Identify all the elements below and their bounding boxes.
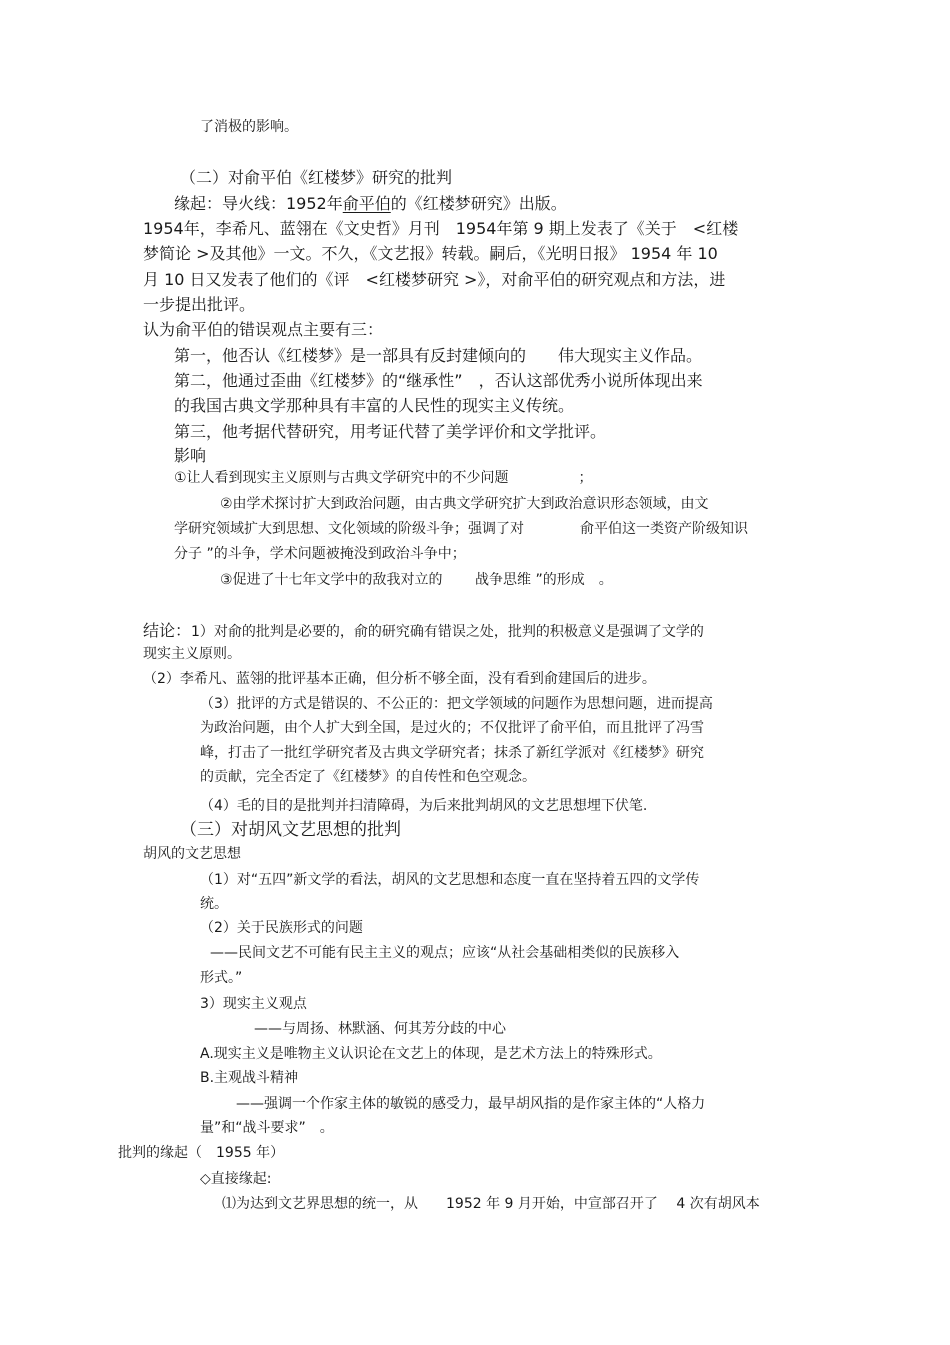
text-line: 第三，他考据代替研究，用考证代替了美学评价和文学批评。 bbox=[174, 422, 607, 441]
text-line: 统。 bbox=[200, 896, 228, 912]
text-line: （2）李希凡、蓝翎的批评基本正确，但分析不够全面，没有看到俞建国后的进步。 bbox=[143, 671, 656, 687]
text-line: ◇直接缘起: bbox=[200, 1171, 272, 1187]
text-line: ③促进了十七年文学中的敌我对立的 战争思维 ”的形成 。 bbox=[220, 572, 613, 588]
text-line: 1954年，李希凡、蓝翎在《文史哲》月刊 1954年第 9 期上发表了《关于 <红楼 bbox=[143, 219, 739, 238]
text-line: 的我国古典文学那种具有丰富的人民性的现实主义传统。 bbox=[174, 396, 575, 415]
text-line: B.主观战斗精神 bbox=[200, 1070, 299, 1086]
section-heading: （三）对胡风文艺思想的批判 bbox=[180, 820, 401, 840]
text-line: （4）毛的目的是批判并扫清障碍，为后来批判胡风的文艺思想埋下伏笔. bbox=[200, 798, 648, 814]
text-line: （3）批评的方式是错误的、不公正的：把文学领域的问题作为思想问题，进而提高 bbox=[200, 696, 713, 712]
text-line: ——与周扬、林默涵、何其芳分歧的中心 bbox=[254, 1021, 506, 1037]
text-line: 3）现实主义观点 bbox=[200, 996, 307, 1012]
section-heading: （二）对俞平伯《红楼梦》研究的批判 bbox=[180, 168, 453, 187]
text-line: 第一，他否认《红楼梦》是一部具有反封建倾向的 伟大现实主义作品。 bbox=[174, 346, 703, 365]
conclusion-label: 结论： bbox=[143, 621, 192, 640]
text-line: ——民间文艺不可能有民主主义的观点；应该“从社会基础相类似的民族移入 bbox=[210, 945, 680, 961]
text-line: 的贡献，完全否定了《红楼梦》的自传性和色空观念。 bbox=[200, 769, 536, 785]
text-line: 现实主义原则。 bbox=[143, 646, 241, 662]
text-line: 胡风的文艺思想 bbox=[143, 846, 241, 862]
text-line: 分子 ”的斗争，学术问题被掩没到政治斗争中； bbox=[174, 546, 466, 562]
text-line: 第二，他通过歪曲《红楼梦》的“继承性” ，否认这部优秀小说所体现出来 bbox=[174, 371, 703, 390]
text-line: ——强调一个作家主体的敏锐的感受力，最早胡风指的是作家主体的“人格力 bbox=[236, 1096, 706, 1112]
text-line: ⑴为达到文艺界思想的统一，从 1952 年 9 月开始，中宣部召开了 4 次有胡风本 bbox=[222, 1196, 760, 1212]
text-line bbox=[174, 194, 567, 214]
text-line: 了消极的影响。 bbox=[200, 119, 298, 135]
underlined-name: 俞平伯 bbox=[342, 194, 391, 213]
text-span: 的《红楼梦研究》出版。 bbox=[390, 194, 567, 213]
text-line: 梦简论 >及其他》一文。不久，《文艺报》转载。嗣后，《光明日报》 1954 年 10 bbox=[143, 244, 718, 263]
text-line: ②由学术探讨扩大到政治问题，由古典文学研究扩大到政治意识形态领域，由文 bbox=[220, 496, 709, 512]
text-span: 1）对俞的批判是必要的，俞的研究确有错误之处，批判的积极意义是强调了文学的 bbox=[191, 624, 704, 640]
text-span: 缘起：导火线：1952年 bbox=[174, 194, 343, 213]
text-line: 为政治问题，由个人扩大到全国，是过火的；不仅批评了俞平伯，而且批评了冯雪 bbox=[200, 720, 704, 736]
text-line: 峰，打击了一批红学研究者及古典文学研究者；抹杀了新红学派对《红楼梦》研究 bbox=[200, 745, 704, 761]
text-line bbox=[143, 621, 704, 642]
text-line: 月 10 日又发表了他们的《评 <红楼梦研究 >》，对俞平伯的研究观点和方法，进 bbox=[143, 270, 726, 289]
text-line: （1）对“五四”新文学的看法，胡风的文艺思想和态度一直在坚持着五四的文学传 bbox=[200, 872, 700, 888]
text-line: 认为俞平伯的错误观点主要有三： bbox=[143, 320, 384, 339]
text-line: ①让人看到现实主义原则与古典文学研究中的不少问题 ； bbox=[174, 470, 593, 486]
text-line: 形式。” bbox=[200, 970, 243, 986]
text-line: 一步提出批评。 bbox=[143, 295, 256, 314]
text-line: 学研究领域扩大到思想、文化领域的阶级斗争；强调了对 俞平伯这一类资产阶级知识 bbox=[174, 521, 748, 537]
text-line: 量”和“战斗要求” 。 bbox=[200, 1120, 334, 1136]
text-line: 批判的缘起（ 1955 年） bbox=[118, 1145, 285, 1161]
text-line: 影响 bbox=[174, 446, 207, 465]
text-line: A.现实主义是唯物主义认识论在文艺上的体现，是艺术方法上的特殊形式。 bbox=[200, 1046, 662, 1062]
text-line: （2）关于民族形式的问题 bbox=[200, 920, 363, 936]
